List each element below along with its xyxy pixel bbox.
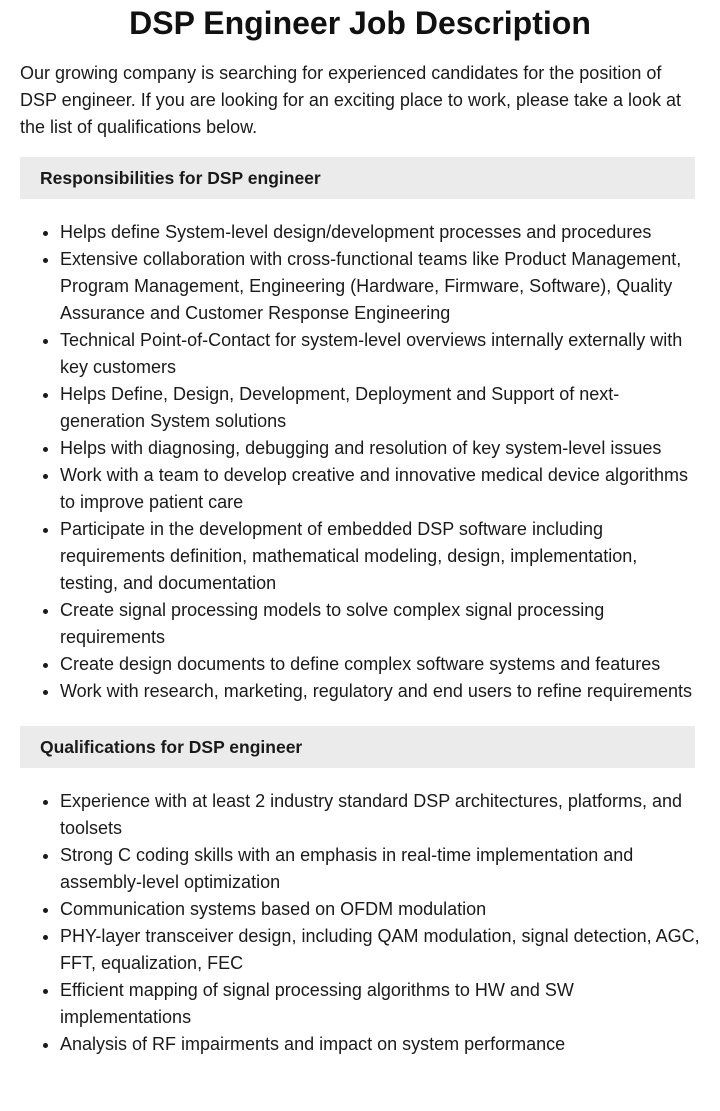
responsibilities-list <box>20 219 700 705</box>
intro-paragraph: Our growing company is searching for experienced candidates for the position of DSP engineer. If you are looking for an exciting place to work, please take a look at the list of qualifications below. <box>20 63 682 137</box>
list-item: • Extensive collaboration with cross-functional teams like Product Management, Program Management, Engineering (Hardware, Firmware, Software), Quality Assurance and Customer Response Engineering <box>60 246 700 327</box>
list-item: • Work with research, marketing, regulatory and end users to refine requirements <box>60 678 700 705</box>
qualifications-heading: Qualifications for DSP engineer <box>20 726 695 768</box>
list-item: • Analysis of RF impairments and impact on system performance <box>60 1031 700 1058</box>
list-item: • Participate in the development of embedded DSP software including requirements definition, mathematical modeling, design, implementation, testing, and documentation <box>60 516 700 597</box>
list-item: • Helps define System-level design/development processes and procedures <box>60 219 700 246</box>
list-item: • Experience with at least 2 industry standard DSP architectures, platforms, and toolsets <box>60 788 700 842</box>
list-item: • Helps with diagnosing, debugging and resolution of key system-level issues <box>60 435 700 462</box>
list-item: • Work with a team to develop creative and innovative medical device algorithms to improve patient care <box>60 462 700 516</box>
list-item: • Efficient mapping of signal processing algorithms to HW and SW implementations <box>60 977 700 1031</box>
list-item: • Create design documents to define complex software systems and features <box>60 651 700 678</box>
list-item: • Helps Define, Design, Development, Deployment and Support of next-generation System solutions <box>60 381 700 435</box>
list-item: • Create signal processing models to solve complex signal processing requirements <box>60 597 700 651</box>
responsibilities-heading: Responsibilities for DSP engineer <box>20 157 695 199</box>
list-item: • Strong C coding skills with an emphasis in real-time implementation and assembly-level optimization <box>60 842 700 896</box>
list-item: • PHY-layer transceiver design, including QAM modulation, signal detection, AGC, FFT, equalization, FEC <box>60 923 700 977</box>
list-item: • Communication systems based on OFDM modulation <box>60 896 700 923</box>
qualifications-list <box>20 788 700 1058</box>
page-title: DSP Engineer Job Description <box>129 5 591 41</box>
list-item: • Technical Point-of-Contact for system-level overviews internally externally with key customers <box>60 327 700 381</box>
